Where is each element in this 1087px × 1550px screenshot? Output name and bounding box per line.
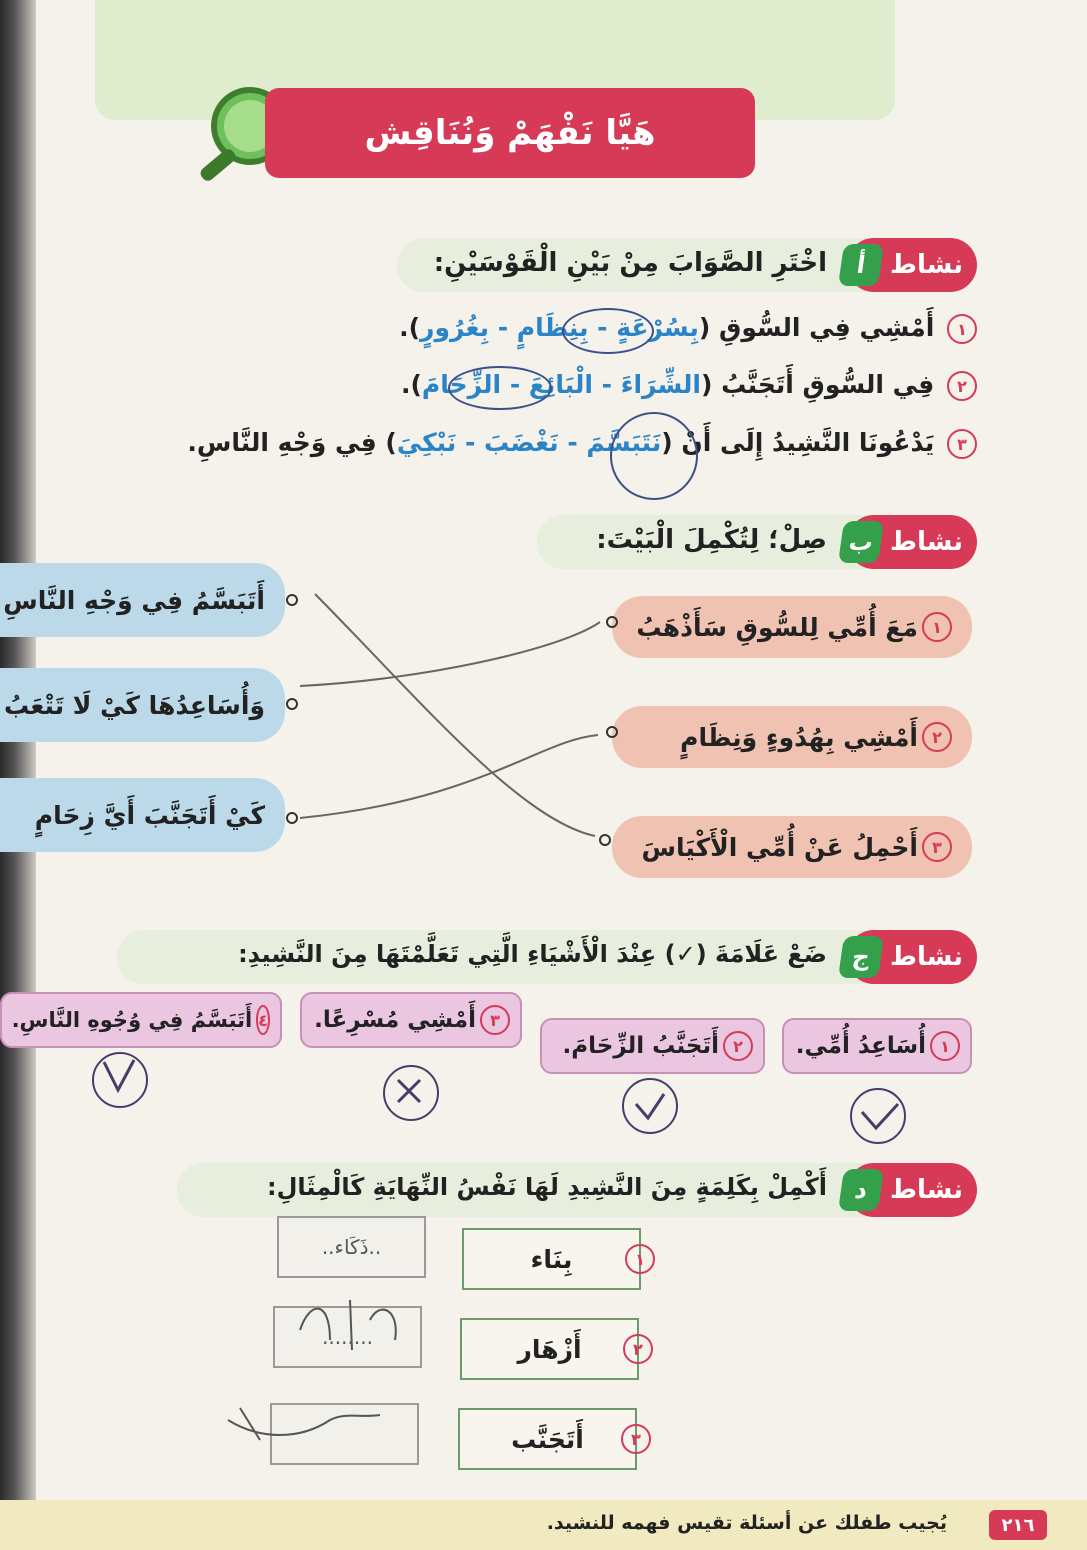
options: بِسُرْعَةٍ - بِنِظَامٍ - بِغُرُورٍ	[420, 313, 699, 342]
check-item-2[interactable]: ٢ أَتَجَنَّبُ الزِّحَامَ.	[540, 1018, 765, 1074]
check-item-1[interactable]: ١ أُسَاعِدُ أُمِّي.	[782, 1018, 972, 1074]
page-footer	[0, 1500, 1087, 1550]
activity-label: نشاط	[890, 527, 963, 557]
word-box-3: ٣ أَتَجَنَّب	[458, 1408, 637, 1470]
act-a-item-3: ٣ يَدْعُونَا النَّشِيدُ إِلَى أَنْ (نَتَبَسَّمَ - نَغْضَبَ - نَبْكِيَ) فِي وَجْهِ النَّاسِ.	[187, 428, 977, 459]
item-number: ١	[947, 314, 977, 344]
page-number: ٢١٦	[989, 1510, 1047, 1540]
match-right-3[interactable]: ٣ أَحْمِلُ عَنْ أُمِّي الْأَكْيَاسَ	[612, 816, 972, 878]
item-number: ٣	[947, 429, 977, 459]
options: الشِّرَاءَ - الْبَائِعَ - الزِّحَامَ	[421, 370, 702, 399]
activity-b-instruction: صِلْ؛ لِتُكْمِلَ الْبَيْتَ:	[596, 525, 827, 555]
activity-a-letter: أ	[838, 244, 884, 286]
word-box-2: ٢ أَزْهَار	[460, 1318, 639, 1380]
activity-c-letter: ج	[838, 936, 884, 978]
answer-field-2[interactable]: ........	[273, 1306, 422, 1368]
activity-b-letter: ب	[838, 521, 884, 563]
activity-a-instruction: اخْتَرِ الصَّوَابَ مِنْ بَيْنِ الْقَوْسَيْنِ:	[433, 248, 827, 278]
item-number: ٢	[947, 371, 977, 401]
activity-label: نشاط	[890, 250, 963, 280]
match-left-2[interactable]: وَأُسَاعِدُهَا كَيْ لَا تَتْعَبُ	[0, 668, 285, 742]
activity-d-instruction: أَكْمِلْ بِكَلِمَةٍ مِنَ النَّشِيدِ لَهَا نَفْسُ النِّهَايَةِ كَالْمِثَالِ:	[266, 1173, 827, 1201]
activity-label: نشاط	[890, 1175, 963, 1205]
act-a-item-2: ٢ فِي السُّوقِ أَتَجَنَّبُ (الشِّرَاءَ - الْبَائِعَ - الزِّحَامَ).	[401, 370, 977, 401]
act-a-item-1: ١ أَمْشِي فِي السُّوقِ (بِسُرْعَةٍ - بِنِظَامٍ - بِغُرُورٍ).	[399, 313, 977, 344]
activity-c-instruction: ضَعْ عَلَامَةَ (✓) عِنْدَ الْأَشْيَاءِ الَّتِي تَعَلَّمْتَهَا مِنَ النَّشِيدِ:	[238, 940, 827, 968]
match-left-3[interactable]: كَيْ أَتَجَنَّبَ أَيَّ زِحَامٍ	[0, 778, 285, 852]
banner-title: هَيَّا نَفْهَمْ وَنُنَاقِش	[364, 113, 656, 153]
match-right-1[interactable]: ١ مَعَ أُمِّي لِلسُّوقِ سَأَذْهَبُ	[612, 596, 972, 658]
check-item-4[interactable]: ٤ أَتَبَسَّمُ فِي وُجُوهِ النَّاسِ.	[0, 992, 282, 1048]
word-box-1: ١ بِنَاء	[462, 1228, 641, 1290]
activity-d-letter: د	[838, 1169, 884, 1211]
check-item-3[interactable]: ٣ أَمْشِي مُسْرِعًا.	[300, 992, 522, 1048]
activity-label: نشاط	[890, 942, 963, 972]
match-left-1[interactable]: أَتَبَسَّمُ فِي وَجْهِ النَّاسِ	[0, 563, 285, 637]
match-right-2[interactable]: ٢ أَمْشِي بِهُدُوءٍ وَنِظَامٍ	[612, 706, 972, 768]
footer-note: يُجيب طفلك عن أسئلة تقيس فهمه للنشيد.	[546, 1512, 947, 1534]
answer-field-1[interactable]: ..ذَكَاء..	[277, 1216, 426, 1278]
options: نَتَبَسَّمَ - نَغْضَبَ - نَبْكِيَ	[396, 428, 662, 457]
